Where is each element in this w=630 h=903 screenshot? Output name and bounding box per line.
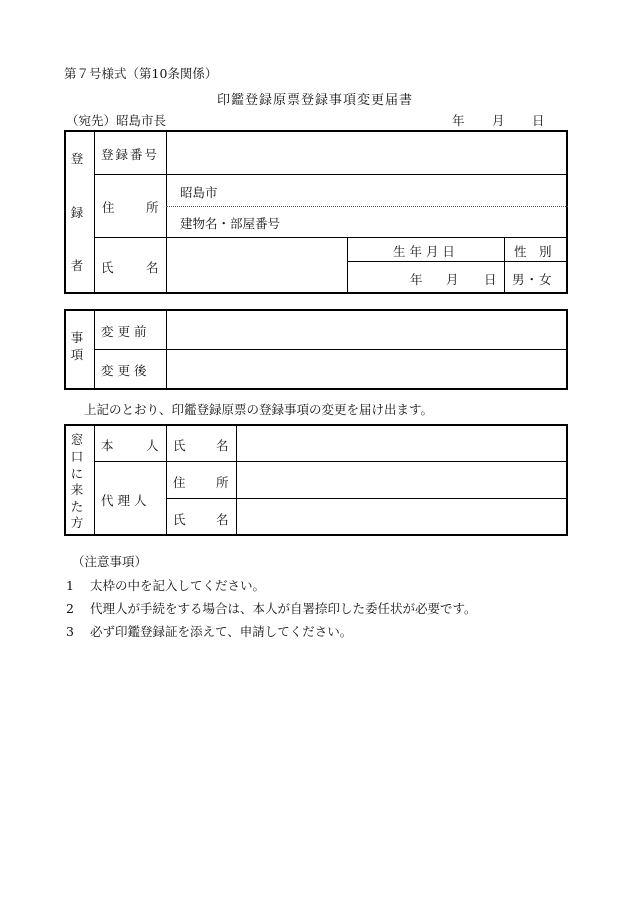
agent-address-label-1: 住 [173, 475, 186, 490]
registrant-name-field[interactable] [170, 240, 344, 290]
gender-label: 性 別 [514, 244, 552, 259]
building-field[interactable] [300, 209, 564, 235]
addressee: （宛先）昭島市長 [66, 113, 167, 128]
agent-address-field[interactable] [240, 464, 564, 496]
change-after-field[interactable] [170, 352, 564, 386]
registrant-group-label-3: 者 [70, 258, 84, 273]
birthdate-label: 生 年 月 日 [393, 244, 455, 259]
birth-year-label: 年 [410, 272, 423, 287]
birth-month-label: 月 [446, 272, 459, 287]
note-item: 3 必ず印鑑登録証を添えて、申請してください。 [66, 624, 353, 639]
birth-day-label: 日 [484, 272, 497, 287]
registration-number-field[interactable] [170, 134, 564, 172]
notes-title: （注意事項） [72, 554, 148, 569]
address-field[interactable] [240, 178, 564, 204]
agent-address-label-2: 所 [216, 475, 229, 490]
note-item: 1 太枠の中を記入してください。 [66, 578, 266, 593]
change-after-label: 変 更 後 [101, 363, 147, 378]
city-prefix: 昭島市 [180, 185, 218, 200]
agent-name-label-1: 氏 [173, 512, 186, 527]
date-year-label: 年 [452, 113, 465, 128]
date-month-label: 月 [492, 113, 505, 128]
self-label-2: 人 [146, 438, 159, 453]
registrant-group-label-2: 録 [70, 205, 84, 220]
change-before-label: 変 更 前 [101, 324, 147, 339]
changes-group-label-2: 項 [70, 347, 84, 362]
registration-number-label: 登録番号 [101, 147, 160, 162]
page-title: 印鑑登録原票登録事項変更届書 [216, 93, 413, 108]
change-before-field[interactable] [170, 313, 564, 347]
self-name-label-1: 氏 [173, 438, 186, 453]
changes-group-label-1: 事 [70, 330, 84, 345]
date-day-label: 日 [532, 113, 545, 128]
self-name-label-2: 名 [216, 438, 229, 453]
agent-label: 代 理 人 [101, 493, 147, 508]
gender-options[interactable]: 男・女 [512, 272, 553, 287]
self-name-field[interactable] [240, 427, 564, 459]
address-label-1: 住 [102, 200, 115, 215]
self-label-1: 本 [101, 438, 114, 453]
declaration-text: 上記のとおり、印鑑登録原票の登録事項の変更を届け出ます。 [84, 402, 434, 417]
registrant-group-label-1: 登 [70, 151, 84, 166]
note-item: 2 代理人が手続をする場合は、本人が自署捺印した委任状が必要です。 [66, 601, 477, 616]
agent-name-field[interactable] [240, 501, 564, 533]
agent-name-label-2: 名 [216, 512, 229, 527]
address-label-2: 所 [146, 200, 159, 215]
form-number: 第７号様式（第10条関係） [64, 66, 218, 81]
name-label-2: 名 [146, 260, 159, 275]
name-label-1: 氏 [101, 260, 114, 275]
building-hint: 建物名・部屋番号 [180, 216, 281, 231]
